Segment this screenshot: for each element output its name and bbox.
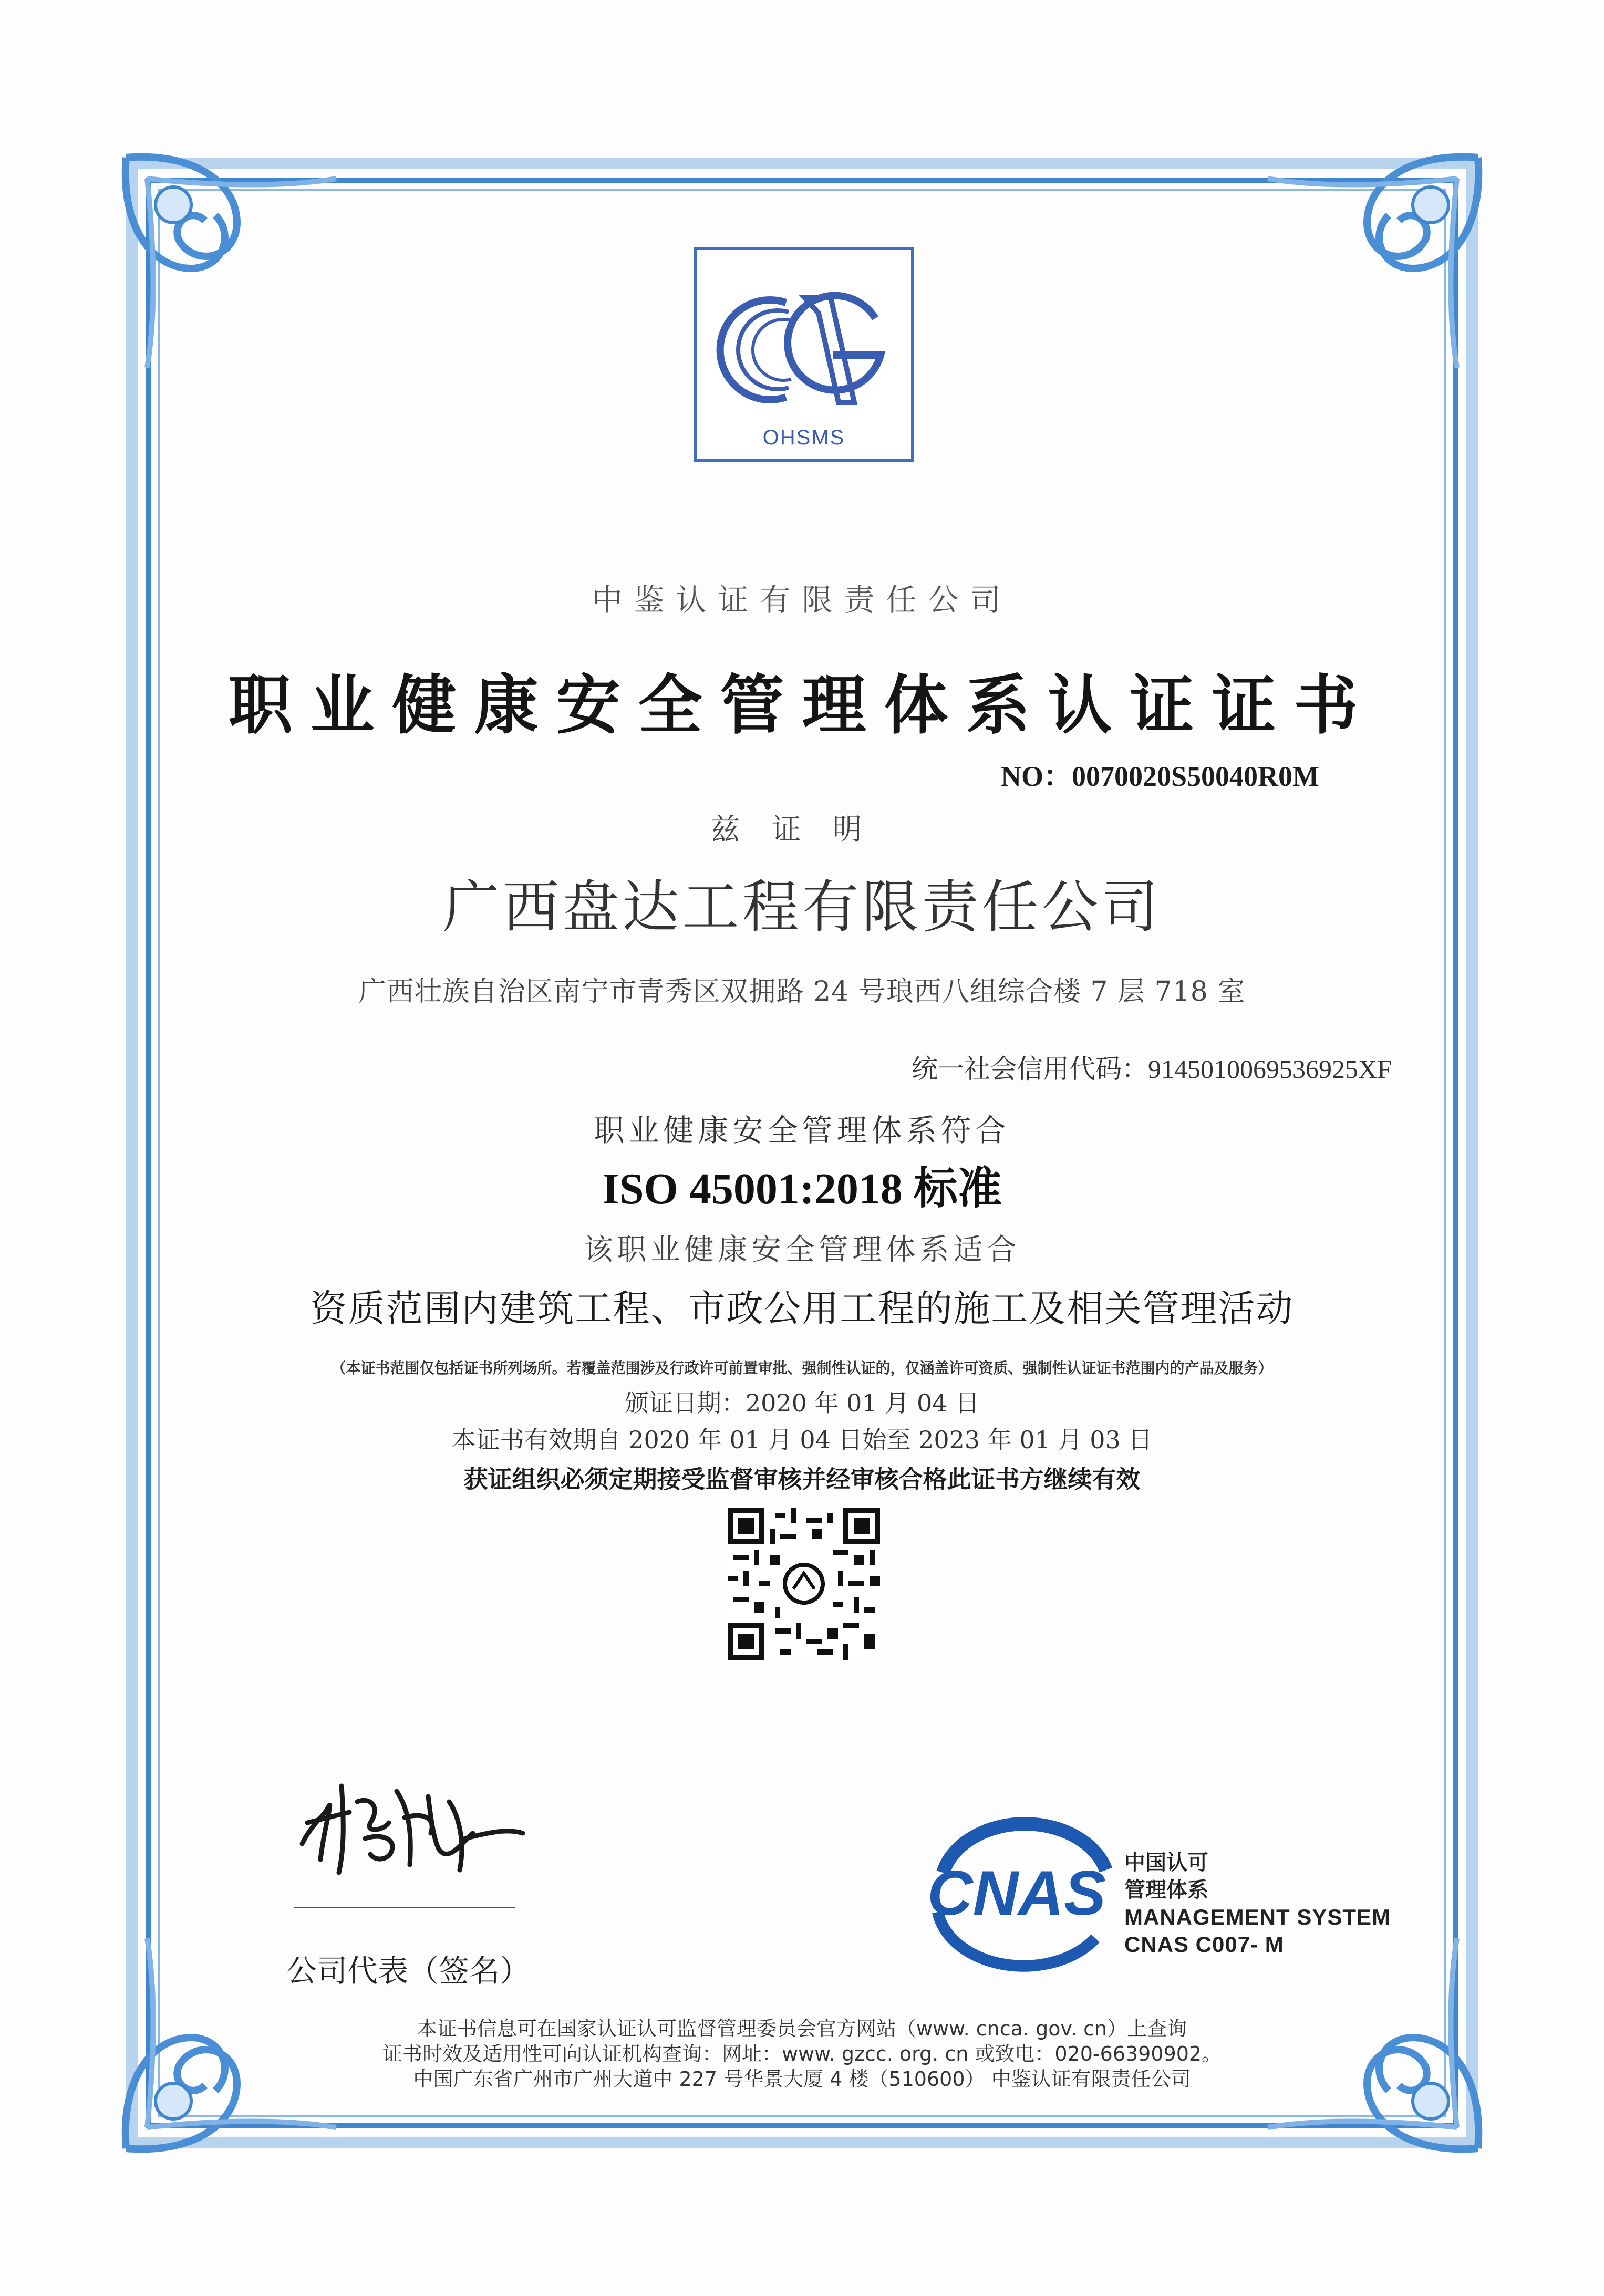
cnas-line-4: CNAS C007- M xyxy=(1124,1932,1284,1957)
scope-note: （本证书范围仅包括证书所列场所。若覆盖范围涉及行政许可前置审批、强制性认证的，仅涵盖许可资质、强制性认证证书范围内的产品及服务） xyxy=(331,1359,1273,1377)
corner-ornament xyxy=(1262,147,1488,373)
company-address: 广西壮族自治区南宁市青秀区双拥路 24 号琅西八组综合楼 7 层 718 室 xyxy=(358,976,1246,1007)
signature-label: 公司代表（签名） xyxy=(286,1953,531,1989)
ohsms-logo xyxy=(694,247,914,462)
certification-scope: 资质范围内建筑工程、市政公用工程的施工及相关管理活动 xyxy=(310,1287,1294,1330)
surveillance-statement: 获证组织必须定期接受监督审核并经审核合格此证书方继续有效 xyxy=(463,1465,1141,1493)
conformity-statement: 职业健康安全管理体系符合 xyxy=(594,1113,1010,1148)
cnas-accreditation-text xyxy=(1124,1849,1391,1958)
hereby-certify: 兹证明 xyxy=(710,813,894,847)
footer-line-2: 证书时效及适用性可向认证机构查询：网址：www. gzcc. org. cn 或致电：020-66390902。 xyxy=(382,2042,1222,2065)
cnas-line-1: 中国认可 xyxy=(1124,1851,1208,1874)
qr-code[interactable] xyxy=(728,1508,880,1660)
credit-code: 统一社会信用代码：9145010069536925XF xyxy=(912,1054,1392,1084)
cnas-line-3: MANAGEMENT SYSTEM xyxy=(1124,1905,1391,1929)
certificate-title: 职业健康安全管理体系认证证书 xyxy=(228,668,1376,743)
cnas-line-2: 管理体系 xyxy=(1124,1878,1208,1902)
issue-date: 颁证日期：2020 年 01 月 04 日 xyxy=(624,1389,980,1417)
certificate-number: NO：0070020S50040R0M xyxy=(1001,761,1319,792)
footer-line-3: 中国广东省广州市广州大道中 227 号华景大厦 4 楼（510600） 中鉴认证有限责任公司 xyxy=(413,2068,1191,2091)
applicability-statement: 该职业健康安全管理体系适合 xyxy=(583,1233,1021,1267)
company-name: 广西盘达工程有限责任公司 xyxy=(442,875,1162,940)
validity-period: 本证书有效期自 2020 年 01 月 04 日始至 2023 年 01 月 03 日 xyxy=(451,1426,1153,1454)
logo-label: OHSMS xyxy=(762,426,845,449)
signature-line xyxy=(294,1907,515,1908)
corner-ornament xyxy=(116,147,342,373)
cnas-logo xyxy=(906,1807,1127,1980)
representative-signature xyxy=(292,1760,528,1881)
issuer-name: 中鉴认证有限责任公司 xyxy=(592,582,1012,618)
footer-line-1: 本证书信息可在国家认证认可监督管理委员会官方网站（www. cnca. gov. cn）上查询 xyxy=(417,2017,1187,2040)
svg-text:CNAS: CNAS xyxy=(927,1858,1106,1928)
standard-name: ISO 45001:2018 标准 xyxy=(602,1165,1002,1213)
